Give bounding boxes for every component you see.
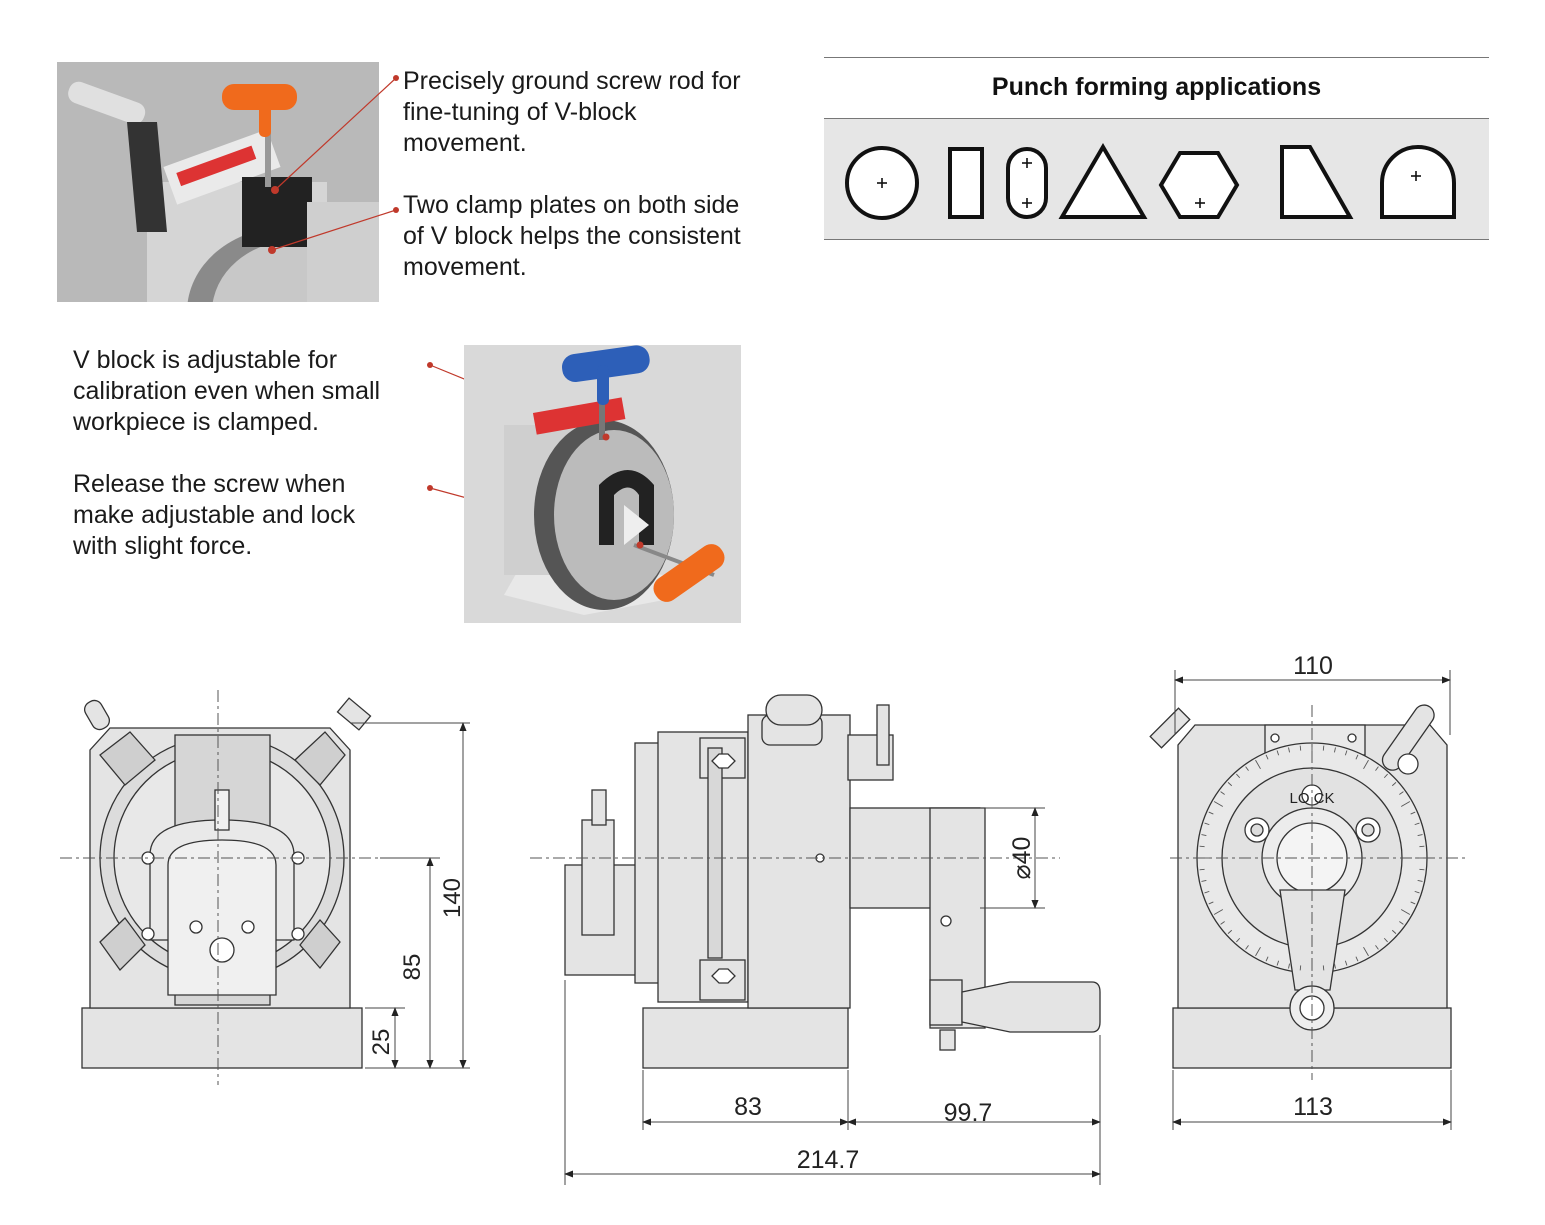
hexagon-shape xyxy=(1161,153,1237,217)
dim-front-25: 25 xyxy=(368,1028,395,1056)
applications-shapes-panel xyxy=(824,118,1489,240)
dim-side-214: 214.7 xyxy=(796,1146,860,1174)
dial-tick xyxy=(1323,965,1324,970)
d-shape xyxy=(1382,147,1454,217)
callout-release-screw: Release the screw when make adjustable and lock with slight force. xyxy=(73,470,356,560)
dim-front-140: 140 xyxy=(439,877,466,919)
dial-tick xyxy=(1419,846,1424,847)
product-photo-vblock xyxy=(464,345,741,623)
dim-rear-110: 110 xyxy=(1293,652,1333,680)
applications-top-rule xyxy=(824,57,1489,58)
dial-tick xyxy=(1300,965,1301,970)
dial-tick xyxy=(1323,746,1324,751)
callout-clamp-plates: Two clamp plates on both side of V block helps the consistent movement. xyxy=(403,191,741,281)
dial-tick xyxy=(1300,746,1301,751)
side-view-drawing xyxy=(565,695,1100,1068)
dial-tick xyxy=(1419,869,1424,870)
dial-tick xyxy=(1200,869,1205,870)
application-shapes xyxy=(824,119,1489,239)
callout-vblock-adjust: V block is adjustable for calibration even when small workpiece is clamped. xyxy=(73,346,381,436)
dim-side-dia40: ⌀40 xyxy=(1008,836,1036,880)
applications-title: Punch forming applications xyxy=(991,73,1322,101)
rear-view-drawing xyxy=(1150,701,1451,1068)
dim-side-83: 83 xyxy=(734,1093,762,1121)
triangle-shape xyxy=(1062,147,1144,217)
dim-rear-113: 113 xyxy=(1293,1093,1333,1121)
trapezoid-shape xyxy=(1282,147,1350,217)
product-photo-vblock-graphic xyxy=(464,345,741,623)
dim-side-99: 99.7 xyxy=(943,1099,993,1127)
rectangle-shape xyxy=(950,149,982,217)
callout-screw-rod: Precisely ground screw rod for fine-tuning of V-block movement. xyxy=(403,67,741,157)
technical-drawings xyxy=(0,640,1545,1225)
front-view-drawing xyxy=(82,698,371,1068)
rear-lock-label: LO CK xyxy=(1289,790,1335,807)
dial-tick xyxy=(1200,846,1205,847)
dim-front-85: 85 xyxy=(399,953,426,981)
